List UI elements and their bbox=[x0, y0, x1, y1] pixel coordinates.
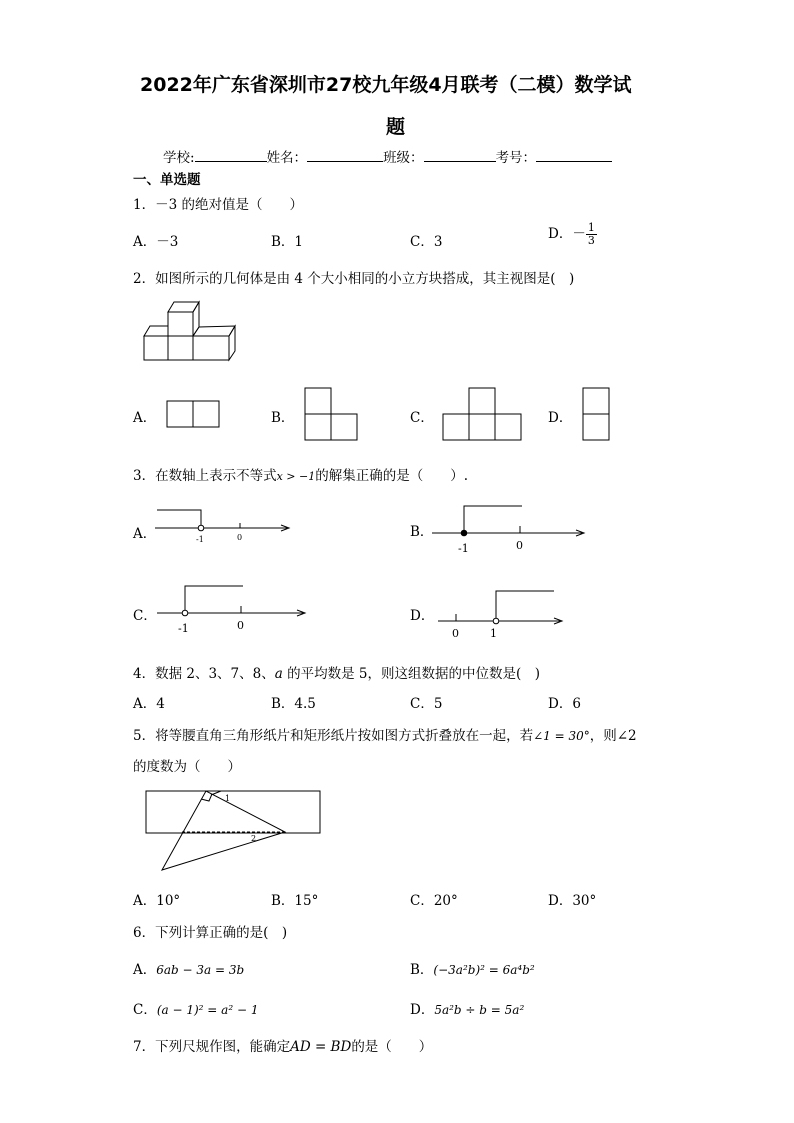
q6-option-b-expression: (−3a²b)² = 6a⁴b² bbox=[433, 963, 535, 977]
q3-stem-suffix: 的解集正确的是（ ）. bbox=[315, 468, 469, 484]
q1-option-d[interactable] bbox=[548, 222, 597, 247]
q6-option-c[interactable] bbox=[133, 998, 258, 1018]
q6-option-a[interactable] bbox=[133, 958, 244, 978]
q1-option-d-fraction bbox=[586, 222, 597, 247]
page-title-line-1: 2022年广东省深圳市27校九年级4月联考（二模）数学试 bbox=[140, 74, 632, 96]
class-label: 班级： bbox=[383, 150, 424, 166]
q2-option-d-figure bbox=[582, 387, 612, 443]
q5-fold-figure bbox=[145, 790, 325, 875]
tick-label: -1 bbox=[458, 542, 469, 555]
page-title-line-2: 题 bbox=[386, 116, 406, 138]
q3-option-d-numberline bbox=[436, 585, 571, 640]
q7-condition: AD = BD bbox=[290, 1039, 352, 1055]
q4-stem bbox=[133, 662, 540, 682]
tick-label: -1 bbox=[178, 622, 189, 635]
q4-option-a[interactable]: A．4 bbox=[133, 696, 165, 712]
q4-stem-suffix: 的平均数是 5，则这组数据的中位数是( ) bbox=[282, 666, 541, 682]
q3-option-a[interactable]: A． bbox=[133, 526, 157, 542]
angle-2-label: 2 bbox=[251, 834, 257, 843]
q5-angle-condition: ∠1 = 30° bbox=[533, 729, 590, 743]
school-blank[interactable] bbox=[195, 149, 267, 162]
q4-stem-prefix: 4．数据 2、3、7、8、 bbox=[133, 666, 275, 682]
class-blank[interactable] bbox=[424, 149, 496, 162]
q4-option-b[interactable]: B．4.5 bbox=[271, 696, 316, 712]
q2-option-d[interactable]: D． bbox=[548, 410, 573, 426]
q3-option-c[interactable]: C． bbox=[133, 608, 157, 624]
q6-option-a-label: A． bbox=[133, 962, 157, 978]
school-label: 学校: bbox=[163, 150, 195, 166]
q6-option-b-label: B． bbox=[410, 962, 434, 978]
q7-stem bbox=[133, 1035, 432, 1055]
fraction-denominator: 3 bbox=[587, 234, 595, 247]
q2-option-a[interactable]: A． bbox=[133, 410, 157, 426]
tick-label: 0 bbox=[237, 619, 244, 632]
q2-option-b-figure bbox=[304, 387, 360, 443]
q5-stem-line-2: 的度数为（ ） bbox=[133, 759, 241, 775]
q2-stem: 2．如图所示的几何体是由 4 个大小相同的小立方块搭成，其主视图是( ) bbox=[133, 271, 575, 287]
tick-label: 0 bbox=[516, 539, 523, 552]
name-blank[interactable] bbox=[307, 149, 383, 162]
q6-option-a-expression: 6ab − 3a = 3b bbox=[156, 963, 245, 977]
q6-option-c-label: C． bbox=[133, 1002, 157, 1018]
q3-option-c-numberline bbox=[155, 580, 315, 635]
q2-option-c-figure bbox=[442, 387, 524, 443]
q2-option-b[interactable]: B． bbox=[271, 410, 295, 426]
section-heading: 一、单选题 bbox=[133, 172, 201, 188]
q5-option-a[interactable]: A．10° bbox=[133, 893, 181, 909]
number-label: 考号： bbox=[495, 150, 537, 166]
q1-stem: 1．－3 的绝对值是（ ） bbox=[133, 197, 303, 213]
q7-stem-suffix: 的是（ ） bbox=[351, 1039, 433, 1055]
q6-option-b[interactable] bbox=[410, 958, 535, 978]
name-label: 姓名： bbox=[266, 150, 308, 166]
q4-option-c[interactable]: C．5 bbox=[410, 696, 443, 712]
q5-option-d[interactable]: D．30° bbox=[548, 893, 597, 909]
q2-cube-figure bbox=[140, 298, 240, 362]
q4-option-d[interactable]: D．6 bbox=[548, 696, 581, 712]
q6-option-c-expression: (a − 1)² = a² − 1 bbox=[156, 1003, 259, 1017]
q1-option-b[interactable]: B．1 bbox=[271, 234, 304, 250]
fraction-numerator: 1 bbox=[587, 221, 595, 234]
q3-option-b[interactable]: B． bbox=[410, 524, 434, 540]
q5-stem-line-1 bbox=[133, 724, 637, 744]
q5-stem-prefix: 5．将等腰直角三角形纸片和矩形纸片按如图方式折叠放在一起，若 bbox=[133, 728, 534, 744]
q5-stem-suffix: ，则∠2 bbox=[589, 728, 637, 744]
tick-label: 0 bbox=[452, 627, 459, 640]
q5-option-b[interactable]: B．15° bbox=[271, 893, 319, 909]
q3-option-b-numberline bbox=[430, 500, 590, 555]
q1-option-d-prefix: D．－ bbox=[548, 226, 586, 242]
q1-option-a[interactable]: A．－3 bbox=[133, 234, 179, 250]
angle-1-label: 1 bbox=[225, 794, 231, 803]
q6-stem: 6．下列计算正确的是( ) bbox=[133, 925, 288, 941]
q6-option-d-label: D． bbox=[410, 1002, 435, 1018]
q7-stem-prefix: 7．下列尺规作图，能确定 bbox=[133, 1039, 291, 1055]
number-blank[interactable] bbox=[536, 149, 612, 162]
q3-stem bbox=[133, 464, 468, 484]
tick-label: 1 bbox=[490, 627, 497, 640]
q2-option-c[interactable]: C． bbox=[410, 410, 434, 426]
q2-option-a-figure bbox=[166, 400, 222, 430]
q6-option-d[interactable] bbox=[410, 998, 524, 1018]
student-info-line bbox=[163, 146, 612, 166]
q4-variable: a bbox=[274, 666, 283, 682]
q3-stem-prefix: 3．在数轴上表示不等式 bbox=[133, 468, 277, 484]
q3-inequality: x > −1 bbox=[276, 470, 316, 483]
q3-option-a-numberline bbox=[155, 505, 295, 545]
q1-option-c[interactable]: C．3 bbox=[410, 234, 443, 250]
q5-option-c[interactable]: C．20° bbox=[410, 893, 458, 909]
q6-option-d-expression: 5a²b ÷ b = 5a² bbox=[434, 1003, 525, 1017]
tick-label: 0 bbox=[237, 533, 243, 542]
tick-label: -1 bbox=[196, 535, 204, 544]
q3-option-d[interactable]: D． bbox=[410, 608, 435, 624]
